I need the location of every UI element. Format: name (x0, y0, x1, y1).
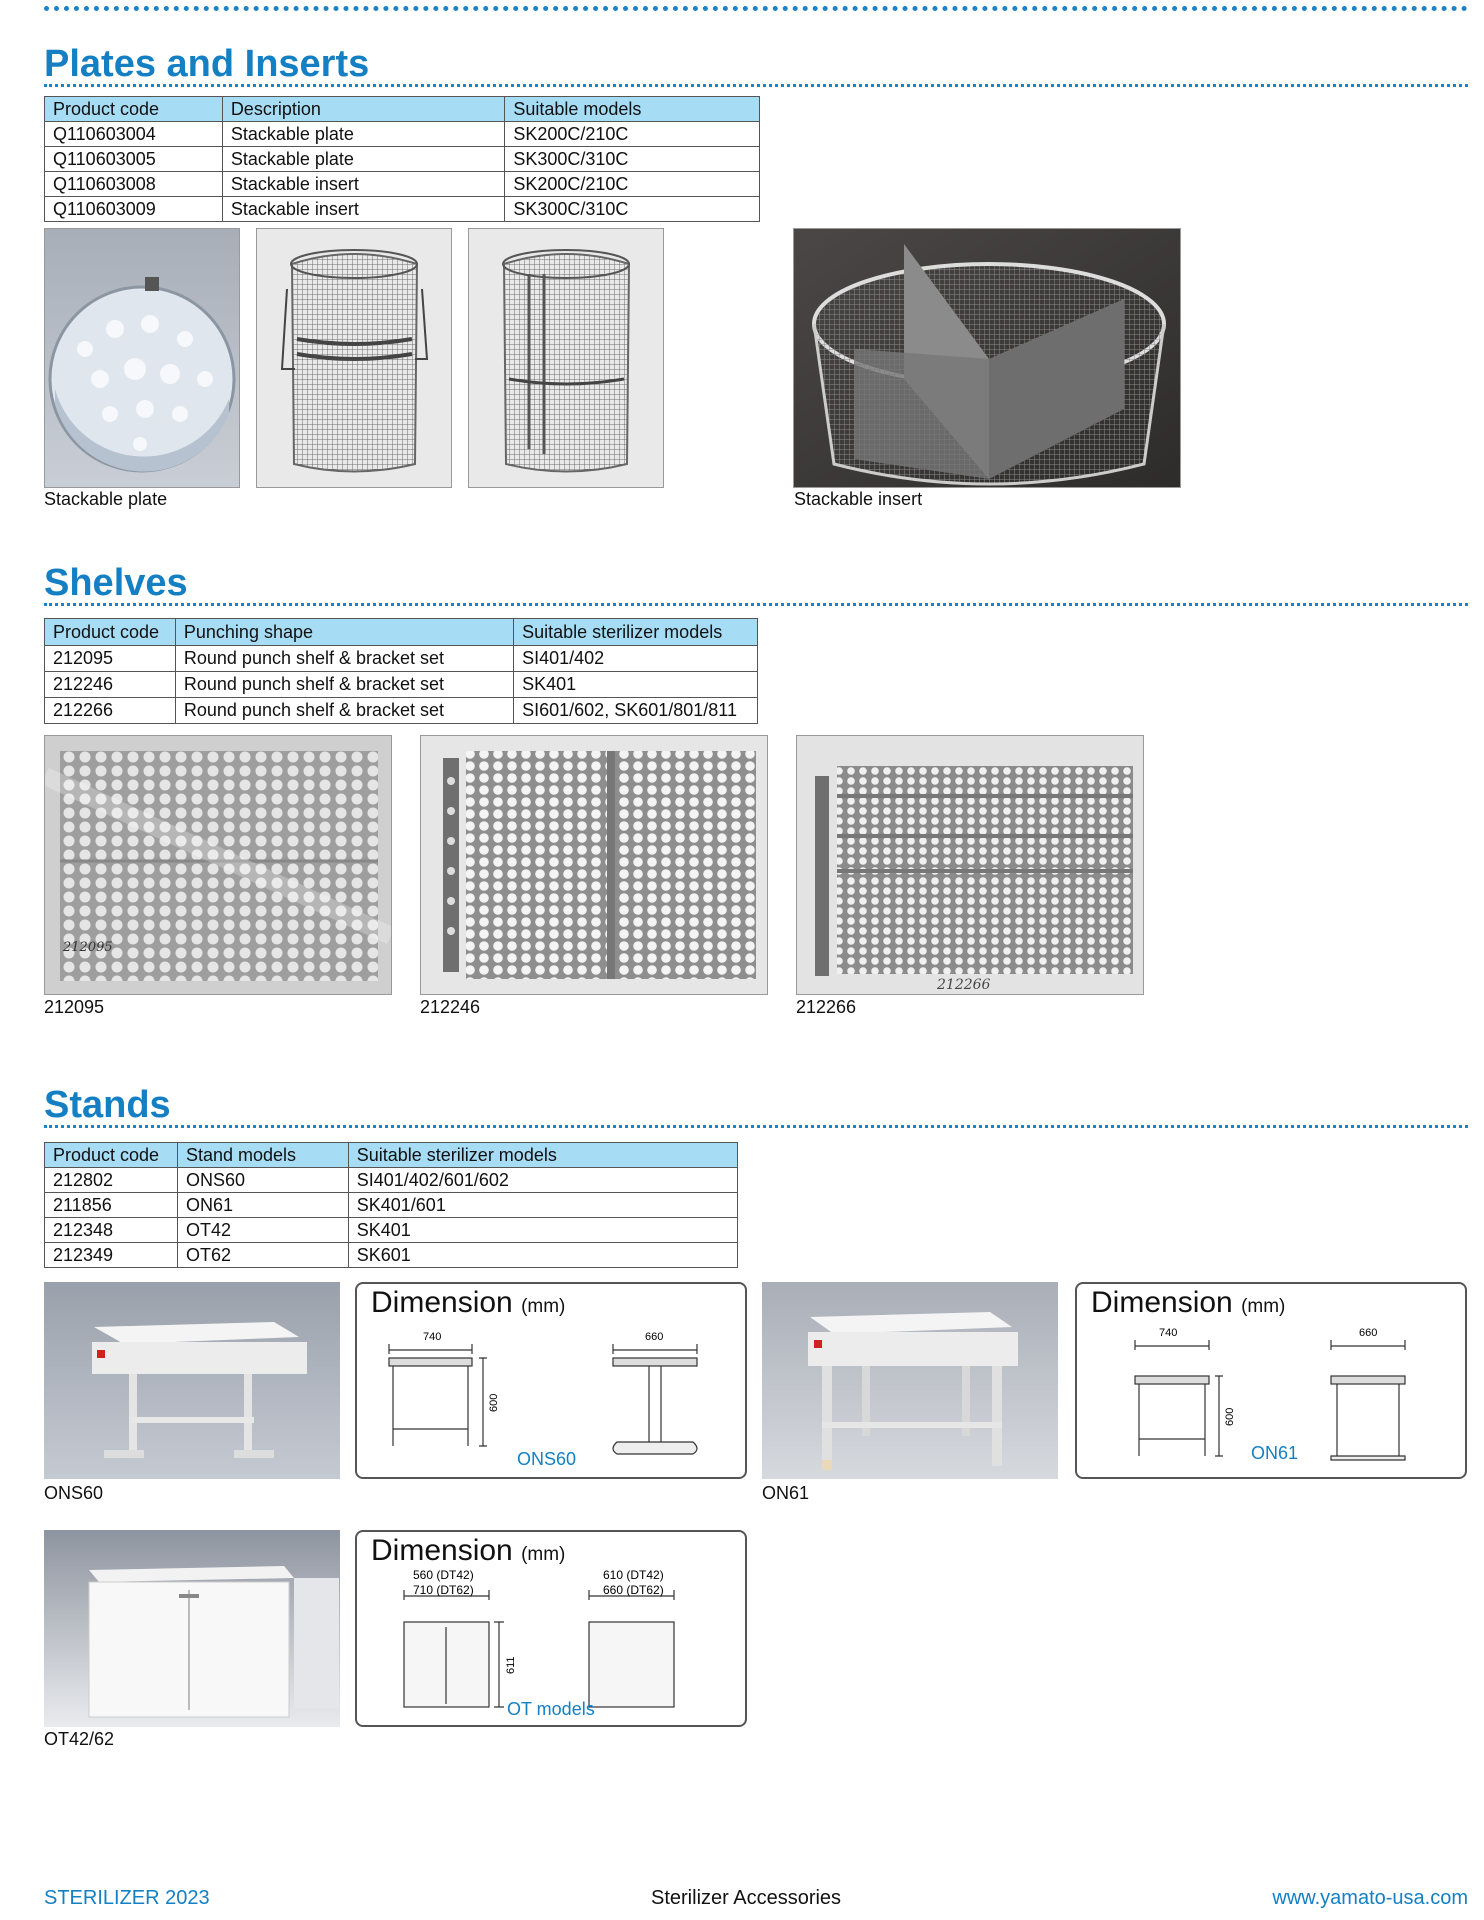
shelf-212246-photo (420, 735, 768, 995)
ons60-depth: 660 (645, 1331, 664, 1343)
table-cell: SI401/402 (514, 646, 758, 672)
ot-dimension-box (355, 1530, 747, 1727)
ons60-width: 740 (423, 1331, 442, 1343)
on61-dimension-box (1075, 1282, 1467, 1479)
ot-width-b: 710 (DT62) (413, 1583, 474, 1597)
dimension-heading: Dimension (371, 1286, 513, 1319)
handwritten-code-212266: 212266 (937, 977, 991, 993)
ons60-height: 600 (488, 1393, 500, 1412)
on61-depth: 660 (1359, 1327, 1378, 1339)
dimension-heading: Dimension (1091, 1286, 1233, 1319)
caption-on61: ON61 (762, 1483, 810, 1503)
table-cell: Round punch shelf & bracket set (175, 672, 513, 698)
column-header: Suitable models (505, 97, 760, 122)
table-cell: SK401/601 (348, 1193, 737, 1218)
column-header: Suitable sterilizer models (514, 619, 758, 646)
ot-model-label: OT models (507, 1699, 595, 1719)
dimension-unit: (mm) (521, 1544, 566, 1565)
table-header-row (45, 97, 760, 122)
stackable-insert-basket-photo (256, 228, 452, 488)
table-cell: 212266 (45, 698, 176, 724)
table-cell: 212348 (45, 1218, 178, 1243)
section-title-shelves: Shelves (44, 562, 188, 604)
table-header-row (45, 619, 758, 646)
table-cell: SK300C/310C (505, 147, 760, 172)
ot-depth-a: 610 (DT42) (603, 1568, 664, 1582)
table-cell: Q110603008 (45, 172, 223, 197)
table-row (45, 122, 760, 147)
table-cell: 212246 (45, 672, 176, 698)
table-cell: 212802 (45, 1168, 178, 1193)
table-cell: SK200C/210C (505, 122, 760, 147)
column-header: Suitable sterilizer models (348, 1143, 737, 1168)
table-cell: 212095 (45, 646, 176, 672)
stackable-insert-basket-photo-2 (468, 228, 664, 488)
column-header: Punching shape (175, 619, 513, 646)
stands-table (44, 1142, 738, 1268)
dimension-unit: (mm) (1241, 1296, 1286, 1317)
table-cell: OT62 (177, 1243, 348, 1268)
caption-stackable-insert: Stackable insert (794, 489, 923, 509)
shelf-212095-photo (44, 735, 392, 995)
divided-insert-photo (793, 228, 1181, 488)
footer-section-name: Sterilizer Accessories (651, 1887, 842, 1909)
table-cell: ON61 (177, 1193, 348, 1218)
section-title-plates: Plates and Inserts (44, 43, 370, 85)
on61-photo (762, 1282, 1058, 1479)
table-cell: Round punch shelf & bracket set (175, 698, 513, 724)
table-cell: Stackable insert (222, 172, 505, 197)
column-header: Product code (45, 97, 223, 122)
column-header: Description (222, 97, 505, 122)
caption-212095: 212095 (44, 997, 105, 1017)
table-cell: SK401 (348, 1218, 737, 1243)
column-header: Product code (45, 619, 176, 646)
table-cell: Stackable plate (222, 122, 505, 147)
table-cell: Q110603009 (45, 197, 223, 222)
caption-212266: 212266 (796, 997, 857, 1017)
table-cell: 212349 (45, 1243, 178, 1268)
section-title-stands: Stands (44, 1084, 171, 1126)
table-row (45, 1193, 738, 1218)
caption-ot42-62: OT42/62 (44, 1729, 115, 1749)
column-header: Product code (45, 1143, 178, 1168)
table-cell: Q110603005 (45, 147, 223, 172)
table-row (45, 698, 758, 724)
footer-catalog-name: STERILIZER 2023 (44, 1887, 210, 1909)
table-cell: 211856 (45, 1193, 178, 1218)
column-header: Stand models (177, 1143, 348, 1168)
table-cell: OT42 (177, 1218, 348, 1243)
shelves-table (44, 618, 758, 724)
table-cell: SI601/602, SK601/801/811 (514, 698, 758, 724)
ons60-model-label: ONS60 (517, 1449, 577, 1469)
divider-stands (44, 1125, 1468, 1128)
dimension-heading: Dimension (371, 1534, 513, 1567)
dimension-unit: (mm) (521, 1296, 566, 1317)
ot-height: 611 (505, 1656, 517, 1674)
table-cell: Q110603004 (45, 122, 223, 147)
top-dotted-rule (44, 6, 1468, 11)
on61-height: 600 (1224, 1407, 1236, 1426)
plates-table (44, 96, 760, 222)
divider-shelves (44, 603, 1468, 606)
table-cell: Stackable insert (222, 197, 505, 222)
ons60-dimension-box (355, 1282, 747, 1479)
handwritten-code-212095: 212095 (63, 940, 113, 955)
ons60-photo (44, 1282, 340, 1479)
table-row (45, 172, 760, 197)
ot-width-a: 560 (DT42) (413, 1568, 474, 1582)
caption-stackable-plate: Stackable plate (44, 489, 168, 509)
table-cell: SK200C/210C (505, 172, 760, 197)
shelf-212266-photo (796, 735, 1144, 995)
table-cell: Stackable plate (222, 147, 505, 172)
table-row (45, 1243, 738, 1268)
stackable-plate-photo (44, 228, 240, 488)
table-row (45, 672, 758, 698)
table-row (45, 147, 760, 172)
table-cell: SK601 (348, 1243, 737, 1268)
table-cell: SK401 (514, 672, 758, 698)
divider-plates (44, 84, 1468, 87)
table-header-row (45, 1143, 738, 1168)
table-cell: SK300C/310C (505, 197, 760, 222)
ot42-62-photo (44, 1530, 340, 1727)
table-cell: SI401/402/601/602 (348, 1168, 737, 1193)
caption-212246: 212246 (420, 997, 481, 1017)
on61-model-label: ON61 (1251, 1443, 1299, 1463)
table-cell: ONS60 (177, 1168, 348, 1193)
table-row (45, 1218, 738, 1243)
ot-drawing (357, 1532, 745, 1725)
ot-depth-b: 660 (DT62) (603, 1583, 664, 1597)
table-cell: Round punch shelf & bracket set (175, 646, 513, 672)
table-row (45, 646, 758, 672)
on61-width: 740 (1159, 1327, 1178, 1339)
table-row (45, 1168, 738, 1193)
table-row (45, 197, 760, 222)
caption-ons60: ONS60 (44, 1483, 104, 1503)
footer-website-link[interactable]: www.yamato-usa.com (1272, 1887, 1468, 1909)
